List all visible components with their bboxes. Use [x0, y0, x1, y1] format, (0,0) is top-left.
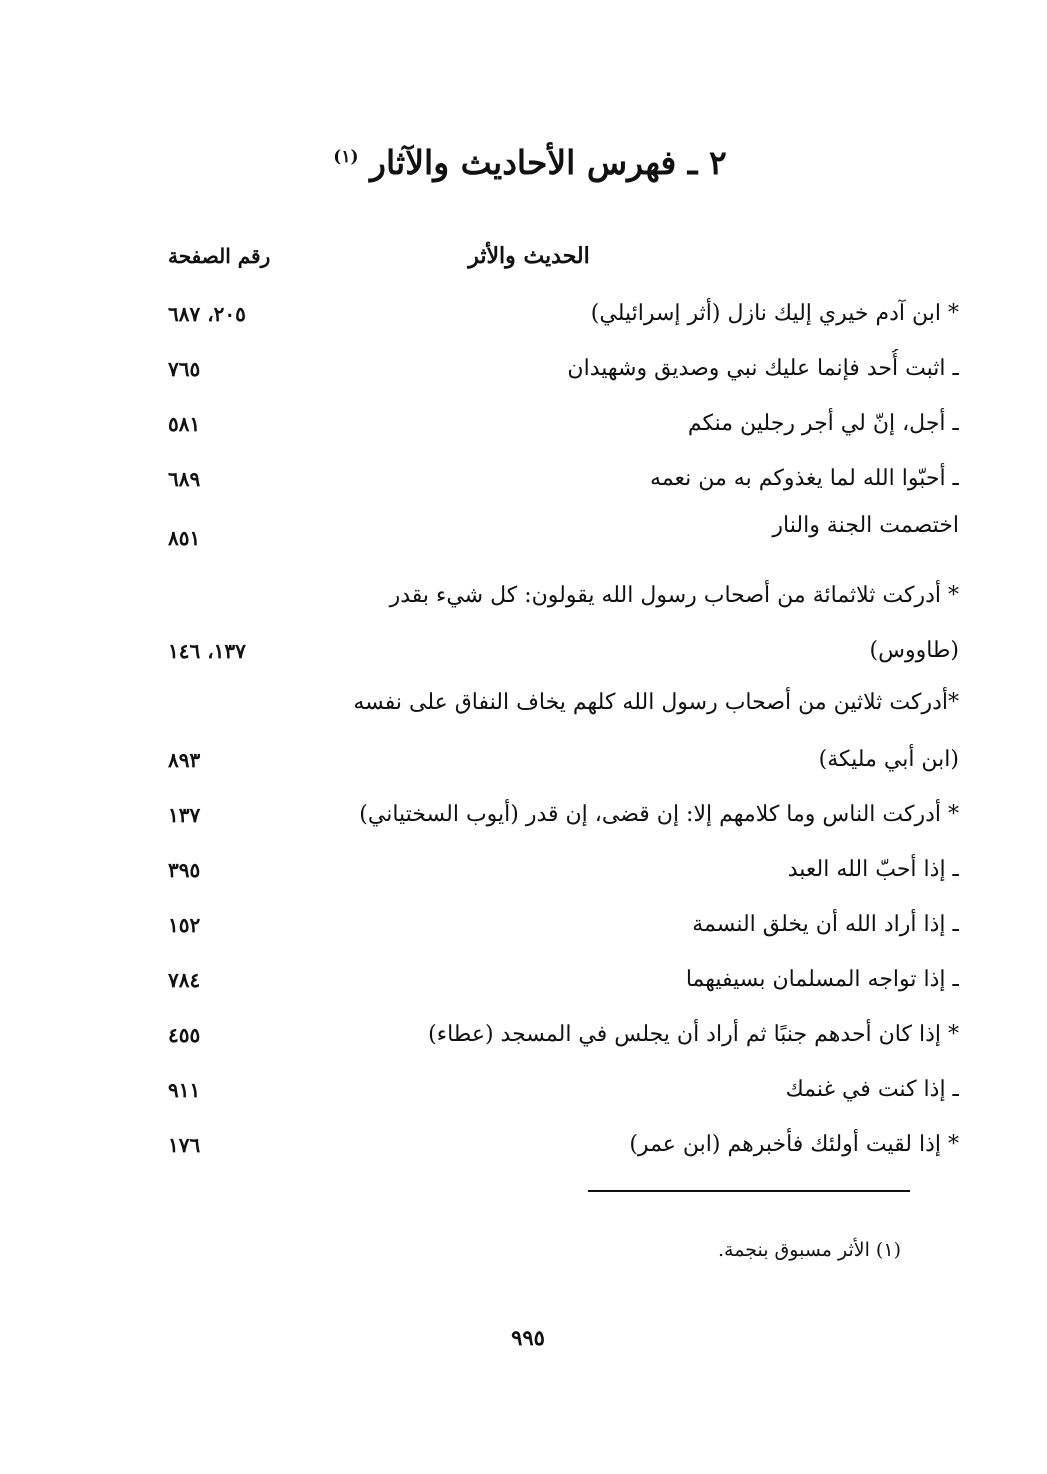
- footnote: (١) الأثر مسبوق بنجمة.: [718, 1239, 901, 1261]
- entry-text: ـ إذا أحبّ الله العبد: [787, 857, 959, 882]
- title-footnote-ref: (١): [333, 147, 359, 167]
- index-entry: [0, 459, 1047, 499]
- index-entry: [0, 683, 1047, 723]
- entry-pages: ٥٨١: [168, 412, 201, 436]
- entry-pages: ٢٠٥، ٦٨٧: [168, 302, 246, 326]
- index-entry: [0, 1125, 1047, 1165]
- index-entry: [0, 795, 1047, 835]
- index-entry: [0, 576, 1047, 616]
- entry-text: *أدركت ثلاثين من أصحاب رسول الله كلهم يخاف النفاق على نفسه: [353, 690, 959, 715]
- index-entry: [0, 631, 1047, 671]
- footnote-separator: [588, 1190, 910, 1192]
- entry-pages: ٨٩٣: [168, 748, 201, 772]
- entry-pages: ٧٦٥: [168, 357, 201, 381]
- index-entry: [0, 850, 1047, 890]
- entry-text: * إذا كان أحدهم جنبًا ثم أراد أن يجلس في المسجد (عطاء): [428, 1022, 959, 1047]
- entry-text: (ابن أبي مليكة): [818, 747, 959, 772]
- entry-pages: ٧٨٤: [168, 968, 201, 992]
- entry-text: ـ إذا كنت في غنمك: [785, 1077, 959, 1102]
- entry-text: ـ إذا تواجه المسلمان بسيفيهما: [685, 967, 959, 992]
- entry-text: اختصمت الجنة والنار: [772, 513, 959, 538]
- entry-text: * أدركت الناس وما كلامهم إلا: إن قضى، إن قدر (أيوب السختياني): [359, 802, 959, 827]
- entry-text: (طاووس): [869, 638, 959, 663]
- index-entry: [0, 905, 1047, 945]
- index-entry: [0, 740, 1047, 780]
- entry-pages: ٣٩٥: [168, 858, 201, 882]
- entry-pages: ٨٥١: [168, 526, 201, 550]
- index-entry: [0, 404, 1047, 444]
- entry-pages: ١٣٧، ١٤٦: [168, 639, 246, 663]
- entry-text: ـ أجل، إنّ لي أجر رجلين منكم: [687, 411, 959, 436]
- index-entry: [0, 1070, 1047, 1110]
- entry-text: ـ أحبّوا الله لما يغذوكم به من نعمه: [650, 466, 959, 491]
- entry-text: * إذا لقيت أولئك فأخبرهم (ابن عمر): [629, 1132, 959, 1157]
- entry-text: ـ اثبت أُحد فإنما عليك نبي وصديق وشهيدان: [567, 356, 959, 381]
- index-entry: [0, 1015, 1047, 1055]
- page-number: ٩٩٥: [511, 1325, 545, 1350]
- index-entry: [0, 506, 1047, 550]
- column-header-page: رقم الصفحة: [168, 244, 271, 268]
- entry-pages: ٦٨٩: [168, 467, 201, 491]
- entry-pages: ١٣٧: [168, 803, 201, 827]
- column-header-hadith: الحديث والأثر: [468, 243, 590, 269]
- entry-text: ـ إذا أراد الله أن يخلق النسمة: [692, 912, 959, 937]
- entry-pages: ١٥٢: [168, 913, 201, 937]
- index-entry: [0, 960, 1047, 1000]
- entry-text: * أدركت ثلاثمائة من أصحاب رسول الله يقولون: كل شيء بقدر: [389, 583, 959, 608]
- entry-pages: ٤٥٥: [168, 1023, 201, 1047]
- index-entry: [0, 294, 1047, 334]
- title-text: ٢ ـ فهرس الأحاديث والآثار: [370, 143, 727, 182]
- entry-pages: ٩١١: [168, 1078, 201, 1102]
- index-entry: [0, 349, 1047, 389]
- entry-pages: ١٧٦: [168, 1133, 201, 1157]
- entry-text: * ابن آدم خيري إليك نازل (أثر إسرائيلي): [590, 301, 959, 326]
